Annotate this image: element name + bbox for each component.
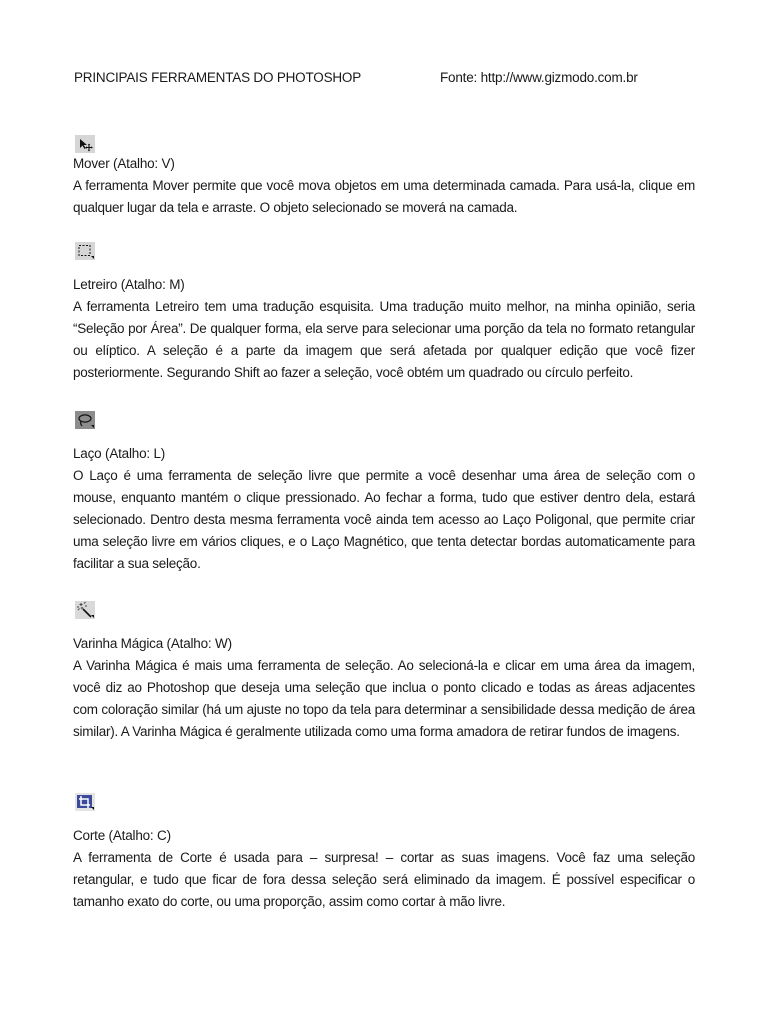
- lasso-tool-icon: [75, 411, 95, 429]
- tool-section-move: [73, 135, 695, 219]
- tool-title: Laço (Atalho: L): [73, 446, 166, 461]
- tool-section-crop: [73, 793, 695, 913]
- tool-description: A ferramenta de Corte é usada para – surpresa! – cortar as suas imagens. Você faz uma seleção retangular, e tudo que ficar de fora dessa seleção será eliminado da imagem. É possível especificar o tamanho exato do corte, ou uma proporção, assim como cortar à mão livre.: [73, 850, 695, 909]
- tool-title: Mover (Atalho: V): [73, 156, 175, 171]
- tool-title: Letreiro (Atalho: M): [73, 277, 185, 292]
- tool-description: A ferramenta Letreiro tem uma tradução esquisita. Uma tradução muito melhor, na minha opinião, seria “Seleção por Área”. De qualquer forma, ela serve para selecionar uma porção da tela no formato retangular ou elíptico. A seleção é a parte da imagem que será afetada por qualquer edição que você fizer posteriormente. Segurando Shift ao fazer a seleção, você obtém um quadrado ou círculo perfeito.: [73, 299, 695, 380]
- document-title: PRINCIPAIS FERRAMENTAS DO PHOTOSHOP: [74, 70, 362, 85]
- document-header: [74, 70, 694, 90]
- source-link[interactable]: Fonte: http://www.gizmodo.com.br: [440, 70, 638, 85]
- tool-section-marquee: [73, 242, 695, 384]
- tool-description: A Varinha Mágica é mais uma ferramenta de seleção. Ao selecioná-la e clicar em uma área da imagem, você diz ao Photoshop que deseja uma seleção que inclua o ponto clicado e todas as áreas adjacentes com coloração similar (há um ajuste no topo da tela para determinar a sensibilidade dessa medição de área similar). A Varinha Mágica é geralmente utilizada como uma forma amadora de retirar fundos de imagens.: [73, 658, 695, 739]
- move-tool-icon: [75, 135, 95, 153]
- tool-description: O Laço é uma ferramenta de seleção livre que permite a você desenhar uma área de seleção com o mouse, enquanto mantém o clique pressionado. Ao fechar a forma, tudo que estiver dentro dela, estará selecionado. Dentro desta mesma ferramenta você ainda tem acesso ao Laço Poligonal, que permite criar uma seleção livre em vários cliques, e o Laço Magnético, que tenta detectar bordas automaticamente para facilitar a sua seleção.: [73, 468, 695, 571]
- tool-description: A ferramenta Mover permite que você mova objetos em uma determinada camada. Para usá-la, clique em qualquer lugar da tela e arraste. O objeto selecionado se moverá na camada.: [73, 178, 695, 215]
- magic-wand-tool-icon: [75, 601, 95, 619]
- tool-title: Corte (Atalho: C): [73, 828, 171, 843]
- tool-title: Varinha Mágica (Atalho: W): [73, 636, 232, 651]
- crop-tool-icon: [75, 793, 95, 811]
- tool-section-magic-wand: [73, 601, 695, 743]
- marquee-tool-icon: [75, 242, 95, 260]
- tool-section-lasso: [73, 411, 695, 575]
